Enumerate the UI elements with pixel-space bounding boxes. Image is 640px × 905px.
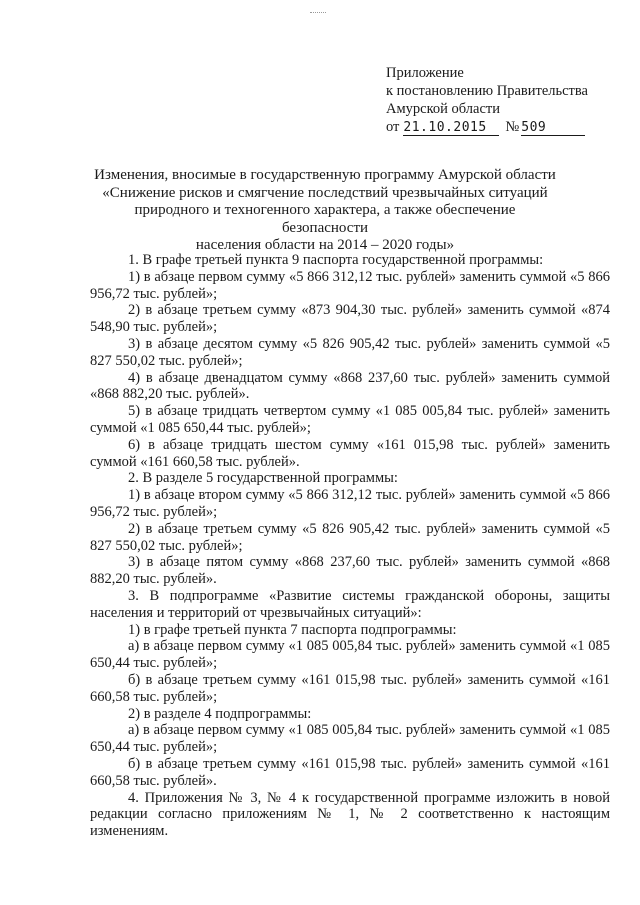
paragraph: 2) в разделе 4 подпрограммы: (128, 705, 312, 722)
appendix-decree: к постановлению Правительства (386, 83, 588, 99)
title-line-4: населения области на 2014 – 2020 годы» (195, 237, 455, 253)
paragraph: 1. В графе третьей пункта 9 паспорта государственной программы: (128, 252, 544, 268)
paragraph: 1) в графе третьей пункта 7 паспорта подпрограммы: (128, 621, 457, 638)
title-line-3: природного и техногенного характера, а также обеспечение безопасности (134, 202, 516, 236)
paragraph: а) в абзаце первом сумму «1 085 005,84 тыс. рублей» заменить суммой «1 085 650,44 тыс. рублей»; (90, 638, 610, 672)
appendix-date-line (386, 118, 626, 136)
number-label: № (505, 119, 520, 135)
paragraph: 1) в абзаце первом сумму «5 866 312,12 тыс. рублей» заменить суммой «5 866 956,72 тыс. рублей»; (90, 268, 610, 302)
paragraph: б) в абзаце третьем сумму «161 015,98 тыс. рублей» заменить суммой «161 660,58 тыс. рублей». (90, 755, 610, 789)
paragraph: 4) в абзаце двенадцатом сумму «868 237,60 тыс. рублей» заменить суммой «868 882,20 тыс. рублей». (90, 369, 610, 403)
paragraph: 2) в абзаце третьем сумму «5 826 905,42 тыс. рублей» заменить суммой «5 827 550,02 тыс. рублей»; (90, 520, 610, 554)
document-body (90, 252, 610, 840)
decree-date: 21.10.2015 (403, 121, 499, 136)
paragraph: 5) в абзаце тридцать четвертом сумму «1 085 005,84 тыс. рублей» заменить суммой «1 085 650,44 тыс. рублей»; (90, 403, 610, 436)
paragraph: 6) в абзаце тридцать шестом сумму «161 015,98 тыс. рублей» заменить суммой «161 660,58 тыс. рублей». (90, 436, 610, 470)
paragraph: б) в абзаце третьем сумму «161 015,98 тыс. рублей» заменить суммой «161 660,58 тыс. рублей»; (90, 671, 610, 705)
paragraph: 3) в абзаце пятом сумму «868 237,60 тыс. рублей» заменить суммой «868 882,20 тыс. рублей». (90, 554, 610, 588)
title-line-2: «Снижение рисков и смягчение последствий чрезвычайных ситуаций (102, 184, 548, 201)
appendix-region: Амурской области (386, 101, 500, 117)
appendix-block (386, 64, 626, 136)
decree-number: 509 (521, 121, 585, 136)
paragraph: 3. В подпрограмме «Развитие системы гражданской обороны, защиты населения и территорий от чрезвычайных ситуаций»: (90, 587, 610, 621)
title-line-1: Изменения, вносимые в государственную программу Амурской области (94, 167, 556, 183)
paragraph: а) в абзаце первом сумму «1 085 005,84 тыс. рублей» заменить суммой «1 085 650,44 тыс. рублей»; (90, 722, 610, 756)
paragraph: 1) в абзаце втором сумму «5 866 312,12 тыс. рублей» заменить суммой «5 866 956,72 тыс. рублей»; (90, 487, 610, 520)
scan-artifact (310, 12, 326, 15)
paragraph: 4. Приложения № 3, № 4 к государственной программе изложить в новой редакции согласно приложениям № 1, № 2 соответственно к настоящим изменениям. (90, 789, 610, 840)
from-label: от (386, 119, 400, 135)
paragraph: 2) в абзаце третьем сумму «873 904,30 тыс. рублей» заменить суммой «874 548,90 тыс. рублей»; (90, 302, 610, 336)
paragraph: 3) в абзаце десятом сумму «5 826 905,42 тыс. рублей» заменить суммой «5 827 550,02 тыс. рублей»; (90, 335, 610, 369)
paragraph: 2. В разделе 5 государственной программы: (128, 470, 398, 487)
appendix-label: Приложение (386, 65, 464, 81)
document-title (90, 167, 560, 255)
